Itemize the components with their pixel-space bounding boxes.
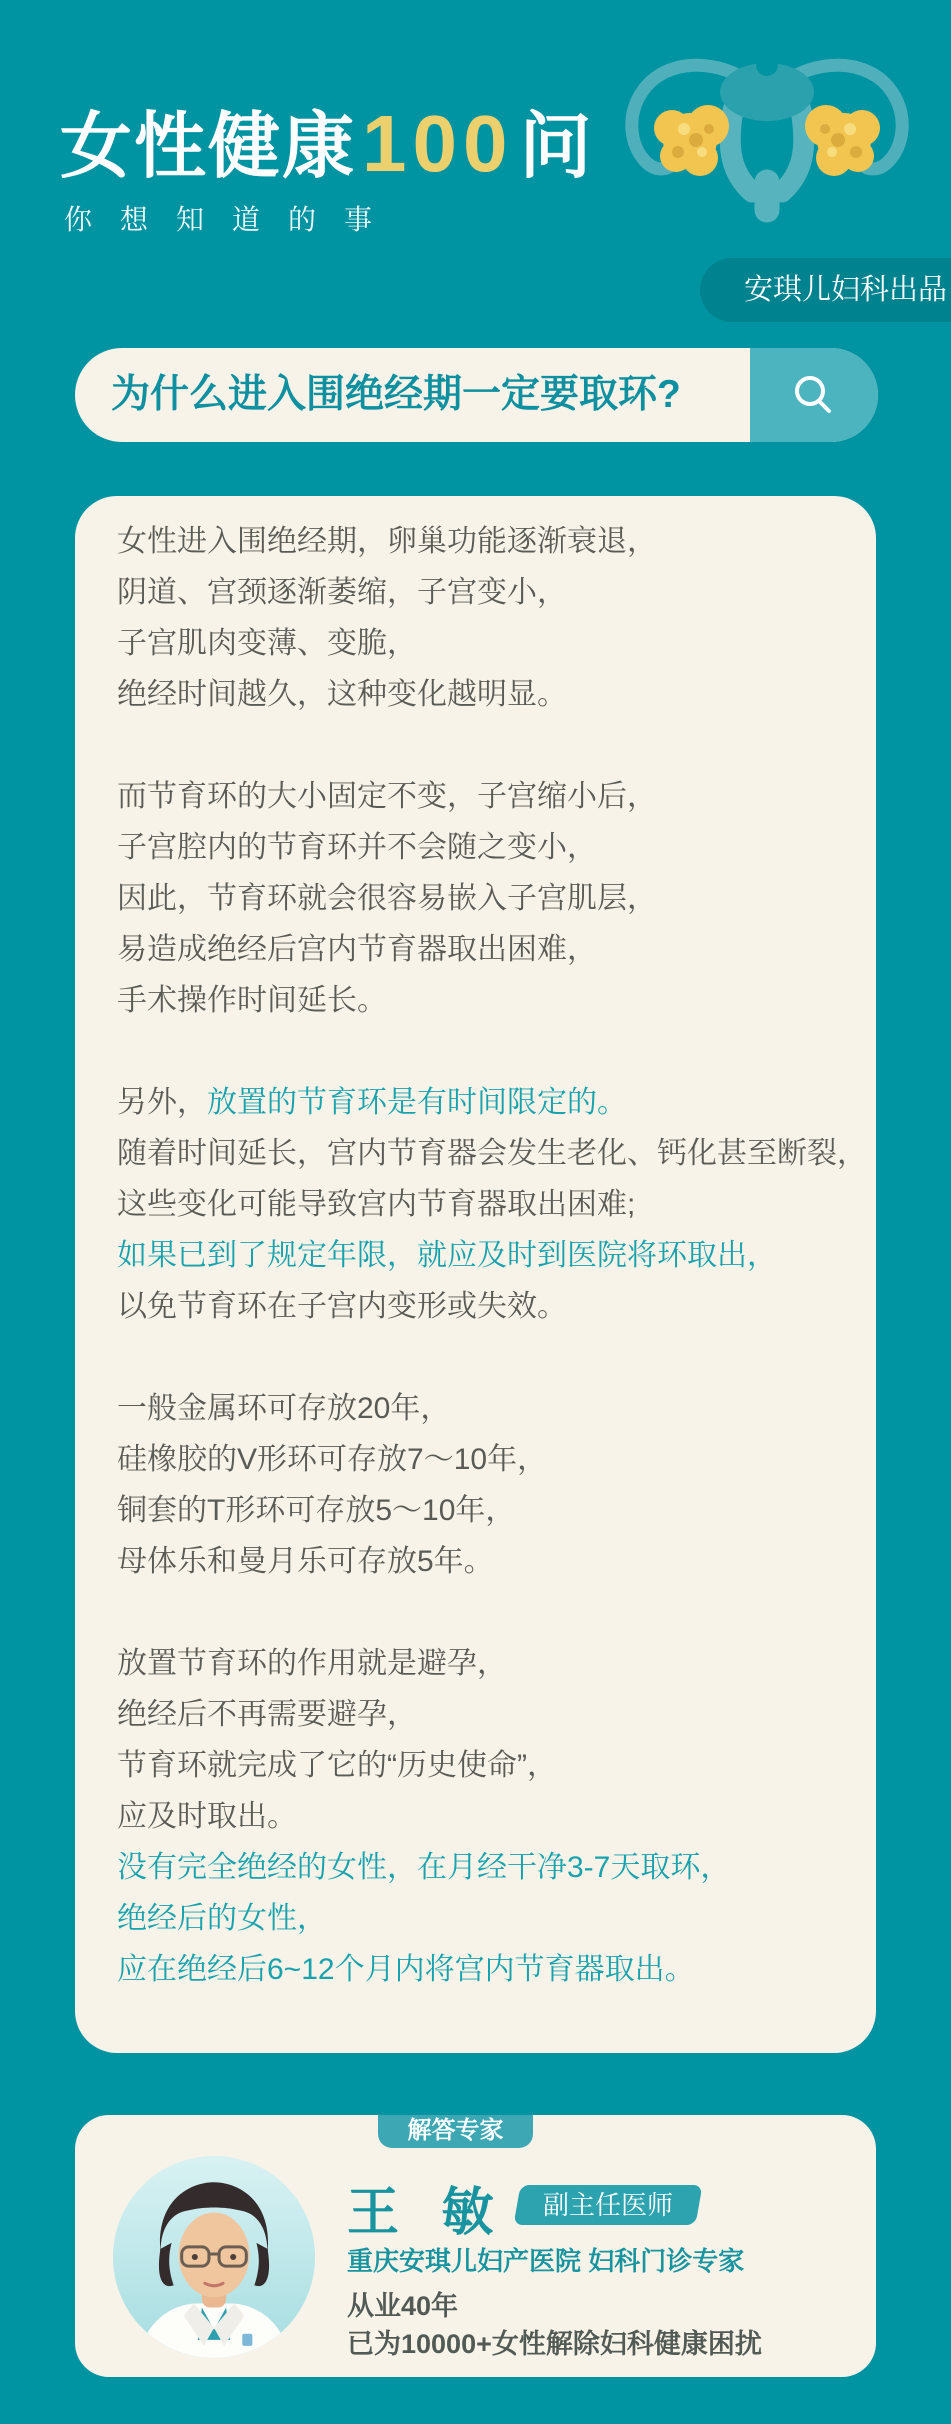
text-line: 应在绝经后6~12个月内将宫内节育器取出。 bbox=[117, 1953, 695, 1986]
text-line: 因此，节育环就会很容易嵌入子宫肌层， bbox=[117, 882, 657, 915]
doctor-photo bbox=[113, 2156, 315, 2358]
title-highlight-100: 100 bbox=[362, 99, 514, 188]
doctor-achievement: 已为10000+女性解除妇科健康困扰 bbox=[347, 2329, 762, 2359]
text-line: 没有完全绝经的女性，在月经干净3-7天取环， bbox=[117, 1851, 731, 1884]
doctor-title-badge bbox=[513, 2185, 702, 2225]
text-line: 这些变化可能导致宫内节育器取出困难; bbox=[117, 1188, 636, 1221]
uterus-ovaries-illustration bbox=[612, 30, 922, 230]
paragraph bbox=[117, 1383, 840, 1587]
paragraph bbox=[117, 1077, 867, 1332]
title-part1: 女性健康 bbox=[60, 107, 357, 187]
text-line: 易造成绝经后宫内节育器取出困难， bbox=[117, 933, 597, 966]
text-line: 子宫肌肉变薄、变脆， bbox=[117, 627, 417, 660]
text-line: 应及时取出。 bbox=[117, 1800, 297, 1833]
question-search-bar bbox=[75, 348, 878, 442]
text-line: 随着时间延长，宫内节育器会发生老化、钙化甚至断裂， bbox=[117, 1137, 867, 1170]
doctor-experience: 从业40年 bbox=[347, 2291, 459, 2321]
text-line: 绝经时间越久，这种变化越明显。 bbox=[117, 678, 567, 711]
paragraph bbox=[117, 771, 840, 1026]
search-button[interactable] bbox=[750, 348, 878, 442]
expert-tab-badge: 解答专家 bbox=[378, 2115, 533, 2148]
text-line: 阴道、宫颈逐渐萎缩，子宫变小， bbox=[117, 576, 567, 609]
doctor-affiliation: 重庆安琪儿妇产医院 妇科门诊专家 bbox=[347, 2246, 745, 2276]
expert-card bbox=[75, 2115, 876, 2377]
text-line: 如果已到了规定年限，就应及时到医院将环取出， bbox=[117, 1239, 777, 1272]
text-line: 以免节育环在子宫内变形或失效。 bbox=[117, 1290, 567, 1323]
text-line: 绝经后的女性， bbox=[117, 1902, 327, 1935]
text-line: 母体乐和曼月乐可存放5年。 bbox=[117, 1545, 494, 1578]
paragraph bbox=[117, 1638, 840, 1995]
text-line: 铜套的T形环可存放5～10年， bbox=[117, 1494, 516, 1527]
page-title bbox=[60, 99, 594, 188]
text-line: 子宫腔内的节育环并不会随之变小， bbox=[117, 831, 597, 864]
text-line: 硅橡胶的V形环可存放7～10年， bbox=[117, 1443, 548, 1476]
text-line: 节育环就完成了它的“历史使命”， bbox=[117, 1749, 557, 1782]
doctor-title-badge-label: 副主任医师 bbox=[542, 2190, 673, 2220]
text-line: 而节育环的大小固定不变，子宫缩小后， bbox=[117, 780, 657, 813]
doctor-name: 王 敏 bbox=[347, 2184, 508, 2242]
search-icon bbox=[792, 373, 836, 417]
text-line: 放置节育环的作用就是避孕， bbox=[117, 1647, 507, 1680]
title-part2: 问 bbox=[519, 107, 594, 187]
text-line: 一般金属环可存放20年， bbox=[117, 1392, 451, 1425]
text-line: 绝经后不再需要避孕， bbox=[117, 1698, 417, 1731]
page-subtitle: 你想知道的事 bbox=[64, 204, 401, 235]
left-ovary bbox=[654, 105, 729, 176]
right-ovary bbox=[805, 105, 880, 176]
publisher-badge: 安琪儿妇科出品 bbox=[700, 258, 951, 322]
text-line: 手术操作时间延长。 bbox=[117, 984, 387, 1017]
article-card bbox=[75, 496, 876, 2053]
doctor-portrait-illustration bbox=[113, 2156, 315, 2358]
paragraph bbox=[117, 516, 840, 720]
text-line: 另外，放置的节育环是有时间限定的。 bbox=[117, 1086, 627, 1119]
question-title: 为什么进入围绝经期一定要取环? bbox=[111, 373, 681, 416]
text-line: 女性进入围绝经期，卵巢功能逐渐衰退， bbox=[117, 525, 657, 558]
